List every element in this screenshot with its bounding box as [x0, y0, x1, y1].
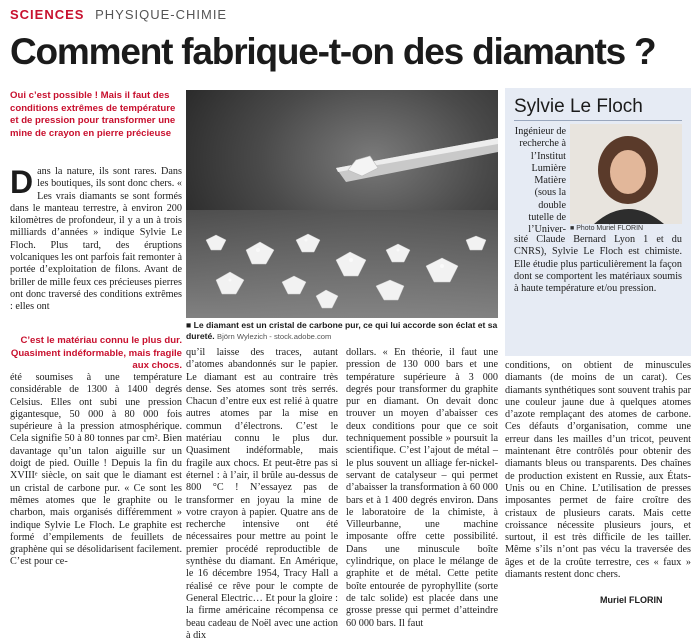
subsection-label: PHYSIQUE-CHIMIE [95, 7, 228, 22]
body-column-1-top [10, 166, 182, 314]
body-column-4: conditions, on obtient de minuscules diamants (de moins de un carat). Ces diamants synthétiques sont souvent trahis par une couleur jaune due à quelques atomes d’azote remplaçant des atomes de carbone. Ces défauts d’organisation, comme une erreur dans les mailles d’un tricot, peuvent maintenant être contrôlés pour obtenir des diamants bleus ou transparents. Des chaînes de production existent en Russie, aux États-Unis ou en Chine. L’utilisation de presses imposantes permet de faire croître des cristaux de plusieurs carats. Mais cette croissance nécessite plusieurs jours, et surtout, il est très difficile de les tailler. Même s’ils n’ont pas vécu la traversée des âges et de la croûte terrestre, ces « faux » diamants restent donc chers. [505, 360, 691, 581]
portrait-photo [570, 124, 682, 224]
sidebar-name: Sylvie Le Floch [514, 96, 643, 117]
portrait-credit: ■ Photo Muriel FLORIN [570, 225, 644, 232]
body-column-3: dollars. « En théorie, il faut une pression de 130 000 bars et une température supérieure à 3 000 degrés pour transformer du graphite pur en diamant. On devait donc trouver un moyen d’abaisser ces deux conditions pour que ce soit techniquement possible » poursuit la scientifique. C’est l’ajout de métal – le plus souvent un alliage fer-nickel-servant de catalyseur – qui permet d’abaisser la transformation à 60 000 bars et à 1 400 degrés environ. Dans le laboratoire de la chimiste, à Villeurbanne, une machine imposante offre cette possibilité. Dans une minuscule boîte cylindrique, on place le mélange de graphite et de métal. Cette petite boîte entourée de pyrophyllite (sorte de talc solide) est placée dans une grosse presse qui permet d’atteindre 60 000 bars. Il faut [346, 347, 498, 629]
photo-caption [186, 320, 498, 342]
diamond-image [186, 90, 498, 318]
drop-cap: D [10, 164, 34, 200]
section-label: SCIENCES [10, 7, 85, 22]
caption-text: Le diamant est un cristal de carbone pur, ce qui lui accorde son éclat et sa dureté. [186, 320, 498, 341]
section-header [10, 7, 227, 22]
sidebar-bio-part2: sité Claude Bernard Lyon 1 et du CNRS), Sylvie Le Floch est chimiste. Elle étudie plus particulièrement la façon dont se comportent les matériaux soumis à haute température et/ou pression. [514, 234, 682, 295]
body-text-1: ans la nature, ils sont rares. Dans les boutiques, ils sont donc chers. « Les vrais diamants se sont formés dans le manteau terrestre, à environ 200 kilomètres de profondeur, il y a un à trois milliards d’années » indique Sylvie Le Floch. Plus tard, des éruptions volcaniques les ont parfois fait remonter à portée d’exploitation de filons. Avant de briller de mille feux ces précieuses pierres ont donc traversé des conditions extrêmes : elles ont [10, 166, 182, 313]
body-column-1-bottom: été soumises à une température considérable de 1300 à 1400 degrés Celsius. Elles ont subi une pression gigantesque, 50 000 à 80 000 fois supérieure à la pression atmosphérique. Cela signifie 50 à 80 tonnes par cm². Bien davantage qu’un talon aiguille sur un doigt de pied. Ouille ! Depuis la fin du XVIIIᵉ siècle, on sait que le diamant est un cristal de carbone pur. « Ce sont les mêmes atomes que le graphite ou le charbon, mais organisés différemment » indique Sylvie Le Floch. Le graphite est formé d’empilements de feuillets de graphène qui se désolidarisent facilement. C’est pour ce- [10, 372, 182, 568]
sidebar-divider [514, 120, 682, 121]
diamond-photo [186, 90, 498, 318]
author-signature: Muriel FLORIN [600, 595, 663, 605]
photo-credit: Björn Wylezich - stock.adobe.com [217, 332, 332, 341]
portrait-image [570, 124, 682, 224]
body-column-2: qu’il laisse des traces, autant d’atomes abandonnés sur le papier. Le diamant est au contraire très dense. Ses atomes sont très serrés. Chacun d’entre eux est relié à quatre autres atomes par la mise en commun d’électrons. C’est le matériau connu le plus dur. Quasiment indéformable, mais fragile aux chocs. Et peut-être pas si éternel : à l’air, il brûle au-dessus de 800 °C ! N’essayez pas de transformer en joyau la mine de votre crayon à papier. Quatre ans de recherche intensive ont été nécessaires pour mettre au point le premier procédé reproductible de synthèse du diamant. En Amérique, le 16 décembre 1954, Tracy Hall a réalisé ce rêve pour le compte de General Electric… Et pour la gloire : la firme américaine récompensa ce beau cadeau de Noël avec une action à dix [186, 347, 338, 641]
headline: Comment fabrique-t-on des diamants ? [10, 31, 656, 72]
sidebar-bio-part1: Ingénieur de recherche à l’Institut Lumière Matière (sous la double tutelle de l’Univer- [514, 126, 566, 236]
pull-quote: C’est le matériau connu le plus dur. Quasiment indéformable, mais fragile aux chocs. [10, 335, 182, 372]
lead-paragraph: Oui c’est possible ! Mais il faut des conditions extrêmes de température et de pression pour transformer une mine de crayon en pierre précieuse [10, 90, 176, 139]
caption-square-icon: ■ [186, 320, 194, 330]
